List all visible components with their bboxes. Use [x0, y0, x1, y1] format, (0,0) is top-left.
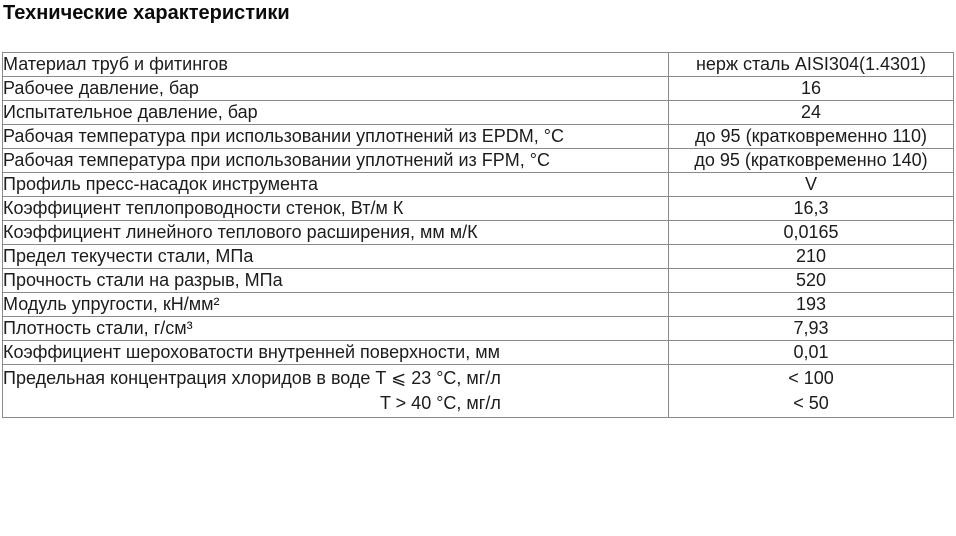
- spec-label-cell: Плотность стали, г/см³: [3, 317, 669, 341]
- spec-label-cell: Профиль пресс-насадок инструмента: [3, 173, 669, 197]
- spec-value-cell: до 95 (кратковременно 110): [669, 125, 954, 149]
- spec-value-cell: V: [669, 173, 954, 197]
- table-row: [3, 269, 954, 293]
- spec-value-cell: 520: [669, 269, 954, 293]
- table-row: [3, 149, 954, 173]
- spec-value-cell: 193: [669, 293, 954, 317]
- table-row: [3, 245, 954, 269]
- spec-value-cell: [669, 365, 954, 418]
- spec-label-cell: Рабочая температура при использовании уплотнений из EPDM, °С: [3, 125, 669, 149]
- page-title: Технические характеристики: [3, 2, 290, 24]
- table-row: [3, 341, 954, 365]
- specs-table: [2, 52, 954, 418]
- spec-value-cell: нерж сталь AISI304(1.4301): [669, 53, 954, 77]
- spec-label-cell: Модуль упругости, кН/мм²: [3, 293, 669, 317]
- spec-label-cell: Рабочее давление, бар: [3, 77, 669, 101]
- spec-value-line1: < 100: [788, 368, 834, 388]
- spec-label-cell: Испытательное давление, бар: [3, 101, 669, 125]
- spec-value-cell: 16,3: [669, 197, 954, 221]
- table-row: [3, 221, 954, 245]
- spec-value-cell: 16: [669, 77, 954, 101]
- spec-label-cell: Рабочая температура при использовании уплотнений из FPM, °С: [3, 149, 669, 173]
- table-row: [3, 293, 954, 317]
- spec-value-cell: 210: [669, 245, 954, 269]
- spec-value-cell: 0,0165: [669, 221, 954, 245]
- table-row: [3, 365, 954, 418]
- spec-label-line1: Предельная концентрация хлоридов в воде T ⩽ 23 °С, мг/л: [3, 368, 501, 388]
- spec-label-multiline: [3, 366, 501, 416]
- spec-value-line2: < 50: [793, 393, 829, 413]
- spec-label-cell: Коэффициент шероховатости внутренней поверхности, мм: [3, 341, 669, 365]
- spec-value-cell: до 95 (кратковременно 140): [669, 149, 954, 173]
- spec-label-cell: [3, 365, 669, 418]
- spec-value-cell: 0,01: [669, 341, 954, 365]
- table-row: [3, 101, 954, 125]
- spec-value-cell: 7,93: [669, 317, 954, 341]
- spec-value-cell: 24: [669, 101, 954, 125]
- specs-table-body: [3, 53, 954, 418]
- spec-label-cell: Коэффициент линейного теплового расширения, мм м/К: [3, 221, 669, 245]
- table-row: [3, 173, 954, 197]
- spec-label-cell: Предел текучести стали, МПа: [3, 245, 669, 269]
- table-row: [3, 125, 954, 149]
- spec-label-cell: Прочность стали на разрыв, МПа: [3, 269, 669, 293]
- table-row: [3, 317, 954, 341]
- spec-label-line2: T > 40 °С, мг/л: [380, 393, 501, 413]
- table-row: [3, 53, 954, 77]
- spec-label-cell: Коэффициент теплопроводности стенок, Вт/м К: [3, 197, 669, 221]
- table-row: [3, 77, 954, 101]
- spec-label-cell: Материал труб и фитингов: [3, 53, 669, 77]
- table-row: [3, 197, 954, 221]
